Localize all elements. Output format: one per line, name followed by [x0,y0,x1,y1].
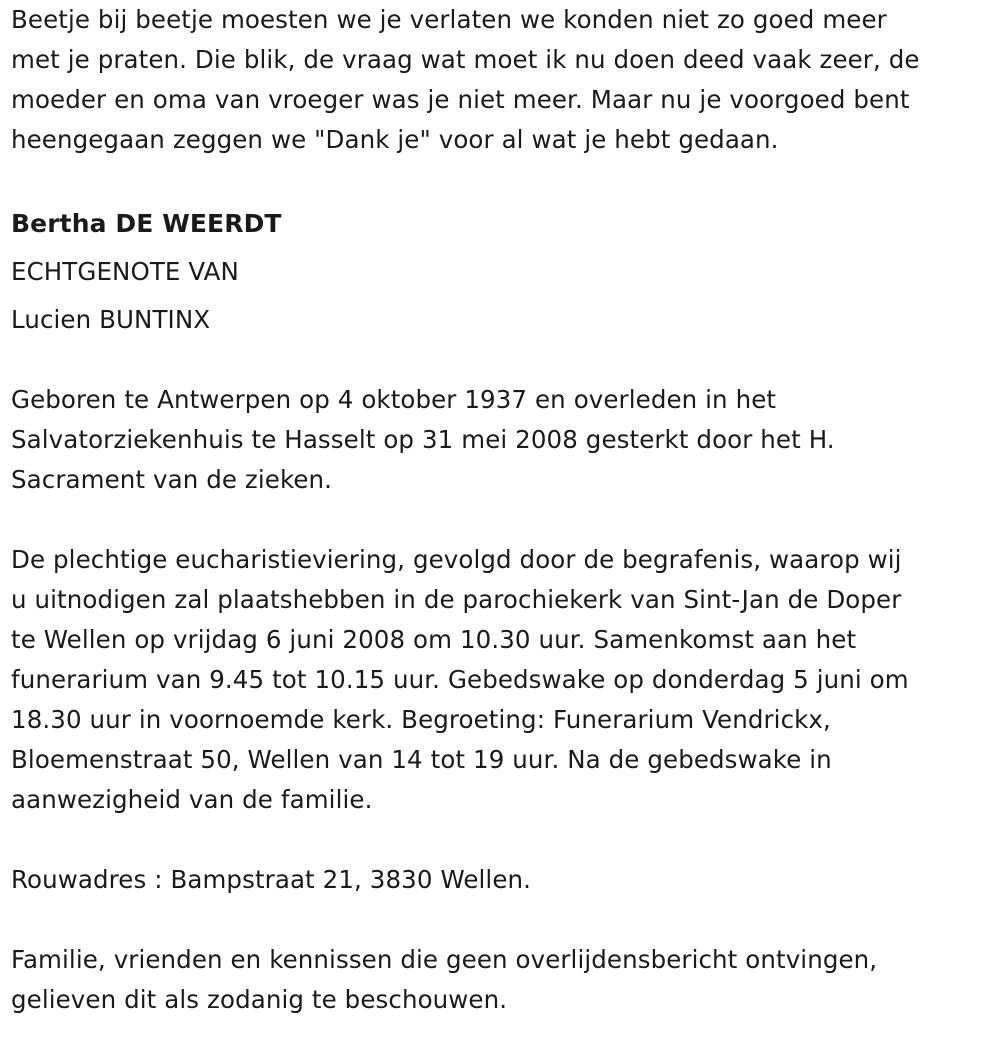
deceased-name: Bertha DE WEERDT [11,209,282,238]
spacer [11,900,996,940]
ceremony-paragraph [11,540,996,820]
ceremony-line: aanwezigheid van de familie. [11,785,373,814]
birth-death-line: Geboren te Antwerpen op 4 oktober 1937 en overleden in het [11,385,777,414]
ceremony-line: 18.30 uur in voornoemde kerk. Begroeting: Funerarium Vendrickx, [11,705,831,734]
relation-label: ECHTGENOTE VAN [11,257,239,286]
ceremony-line: Bloemenstraat 50, Wellen van 14 tot 19 uur. Na de gebedswake in [11,745,832,774]
address-paragraph [11,860,996,900]
ceremony-line: De plechtige eucharistieviering, gevolgd door de begrafenis, waarop wij [11,545,902,574]
deceased-block [11,200,996,344]
spacer [11,160,996,200]
closing-line: gelieven dit als zodanig te beschouwen. [11,985,508,1014]
intro-line: heengegaan zeggen we "Dank je" voor al wat je hebt gedaan. [11,125,779,154]
birth-death-line: Salvatorziekenhuis te Hasselt op 31 mei 2008 gesterkt door het H. [11,425,835,454]
spacer [11,820,996,860]
birth-death-line: Sacrament van de zieken. [11,465,333,494]
intro-line: moeder en oma van vroeger was je niet meer. Maar nu je voorgoed bent [11,85,910,114]
ceremony-line: u uitnodigen zal plaatshebben in de parochiekerk van Sint-Jan de Doper [11,585,902,614]
spacer [11,500,996,540]
mourning-address: Rouwadres : Bampstraat 21, 3830 Wellen. [11,865,532,894]
intro-paragraph [11,0,996,160]
intro-line: Beetje bij beetje moesten we je verlaten we konden niet zo goed meer [11,5,887,34]
spouse-name: Lucien BUNTINX [11,305,211,334]
closing-line: Familie, vrienden en kennissen die geen overlijdensbericht ontvingen, [11,945,878,974]
ceremony-line: funerarium van 9.45 tot 10.15 uur. Gebedswake op donderdag 5 juni om [11,665,909,694]
birth-death-paragraph [11,380,996,500]
obituary-document [11,0,996,1020]
closing-paragraph [11,940,996,1020]
spacer [11,344,996,380]
ceremony-line: te Wellen op vrijdag 6 juni 2008 om 10.30 uur. Samenkomst aan het [11,625,857,654]
intro-line: met je praten. Die blik, de vraag wat moet ik nu doen deed vaak zeer, de [11,45,920,74]
